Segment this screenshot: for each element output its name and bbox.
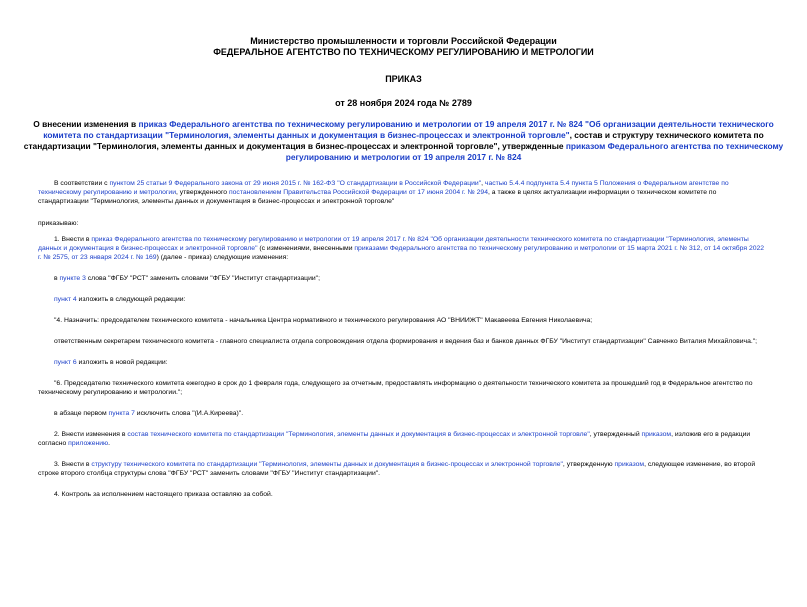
sub-item-clause-3 (38, 274, 767, 283)
sub-a-text-2: слова "ФГБУ "РСТ" заменить словами "ФГБУ "Институт стандартизации"; (85, 275, 320, 282)
document-body (38, 179, 767, 499)
item2-text-2: , утвержденный (589, 431, 642, 438)
title-link-order-824-approved[interactable]: приказом Федерального агентства по техническому регулированию и метрологии от 19 апреля 2017 г. № 824 (285, 141, 784, 162)
agency-name: ФЕДЕРАЛЬНОЕ АГЕНТСТВО ПО ТЕХНИЧЕСКОМУ РЕГУЛИРОВАНИЮ И МЕТРОЛОГИИ (213, 47, 594, 57)
preamble-text-1: В соответствии с (54, 180, 110, 187)
ministry-name: Министерство промышленности и торговли Российской Федерации (250, 36, 557, 46)
sub-item-clause-4 (38, 295, 767, 304)
quote-clause-4: "4. Назначить: председателем технического комитета - начальника Центра нормативного и технического регулирования АО "ВНИИЖТ" Макавеева Евгения Николаевича; (54, 317, 593, 324)
item3-text-1: 3. Внести в (54, 461, 92, 468)
quote-clause-6: "6. Председателю технического комитета ежегодно в срок до 1 февраля года, следующего за отчетным, предоставлять информацию о деятельности технического комитета за прошедший год в Федеральное агентство по техническому регулированию и метрологии."; (38, 380, 753, 396)
item-1-paragraph (38, 235, 767, 262)
link-order[interactable]: приказом (641, 431, 672, 438)
preamble-text-3: , утвержденного (176, 189, 229, 196)
item2-text-1: 2. Внести изменения в (54, 431, 128, 438)
preamble-text-4: , а также в целях актуализации информации о техническом комитете по стандартизации "Терминология, элементы данных и документация в бизнес-процессах и электронной торговле" (38, 189, 717, 205)
link-regulation-clause[interactable]: частью 5.4.4 подпункта 5.4 пункта 5 Положения о Федеральном агентстве по техническому регулированию и метрологии (38, 180, 729, 196)
link-clause-6[interactable]: пункт 6 (54, 359, 77, 366)
item2-text-4: . (108, 440, 111, 447)
quote-clause-4-secretary: ответственным секретарем технического комитета - главного специалиста отдела сопровождения отдела формирования и ведения баз и банков данных ФГБУ "Институт стандартизации" Савченко Виталия Михайловича."; (54, 338, 758, 345)
sub-c-text-1: изложить в новой редакции: (76, 359, 168, 366)
link-order-structure[interactable]: приказом (614, 461, 645, 468)
link-committee-composition[interactable]: состав технического комитета по стандартизации "Терминология, элементы данных и документация в бизнес-процессах и электронной торговле" (127, 431, 590, 438)
item3-text-2: , утвержденную (562, 461, 615, 468)
item-4-paragraph: 4. Контроль за исполнением настоящего приказа оставляю за собой. (54, 491, 273, 498)
link-government-decree-294[interactable]: постановлением Правительства Российской Федерации от 17 июня 2004 г. № 294 (228, 189, 488, 196)
item-2-paragraph (38, 430, 767, 448)
item1-text-2: (с изменениями, внесенными (257, 245, 355, 252)
item1-text-3: ) (далее - приказ) следующие изменения: (156, 254, 289, 261)
sub-item-clause-7 (38, 409, 767, 418)
link-clause-7[interactable]: пункта 7 (108, 410, 135, 417)
sub-item-clause-6 (38, 358, 767, 367)
order-word: приказываю: (38, 220, 79, 227)
sub-a-text-1: в (54, 275, 60, 282)
sub-b-text-1: изложить в следующей редакции: (76, 296, 186, 303)
link-order-824[interactable]: приказ Федерального агентства по техническому регулированию и метрологии от 19 апреля 2017 г. № 824 "Об организации деятельности технического комитета по стандартизации "Терминология, элементы данных и документация в бизнес-процессах и электронной торговле" (38, 236, 749, 252)
title-link-order-824[interactable]: приказ Федерального агентства по техническому регулированию и метрологии от 19 апреля 2017 г. № 824 "Об организации деятельности технического комитета по стандартизации "Терминология, элементы данных и документация в бизнес-процессах и электронной торговле" (43, 119, 774, 140)
preamble-text-2: , (481, 180, 485, 187)
item2-text-3: , изложив его в редакции согласно (38, 431, 751, 447)
document-page (0, 36, 807, 607)
document-date-number: от 28 ноября 2024 года № 2789 (335, 98, 472, 108)
item3-text-3: , следующее изменение, во второй строке второго столбца структуры слова "ФГБУ "РСТ" заменить словами "ФГБУ "Институт стандартизации". (38, 461, 756, 477)
link-federal-law-162[interactable]: пунктом 25 статьи 9 Федерального закона от 29 июня 2015 г. № 162-ФЗ "О стандартизации в Российской Федерации" (109, 180, 482, 187)
document-title (20, 119, 787, 163)
item1-text-1: 1. Внести в (54, 236, 92, 243)
item-3-paragraph (38, 460, 767, 478)
link-clause-4[interactable]: пункт 4 (54, 296, 77, 303)
link-committee-structure[interactable]: структуру технического комитета по стандартизации "Терминология, элементы данных и документация в бизнес-процессах и электронной торговле" (91, 461, 563, 468)
document-type: ПРИКАЗ (385, 74, 422, 84)
link-appendix[interactable]: приложению (68, 440, 109, 447)
link-clause-3[interactable]: пункте 3 (59, 275, 86, 282)
preamble-paragraph (38, 179, 767, 206)
sub-d-text-1: в абзаце первом (54, 410, 109, 417)
title-text-1: О внесении изменения в (33, 119, 139, 129)
link-amending-orders[interactable]: приказами Федерального агентства по техническому регулированию и метрологии от 15 марта 2021 г. № 312, от 14 октября 2022 г. № 2575, от 23 января 2024 г. № 169 (38, 245, 765, 261)
sub-d-text-2: исключить слова "(И.А.Киреева)". (134, 410, 244, 417)
title-text-2: , состав и структуру технического комитета по стандартизации "Терминология, элементы данных и документация в бизнес-процессах и электронной торговле", утвержденные (23, 130, 764, 151)
